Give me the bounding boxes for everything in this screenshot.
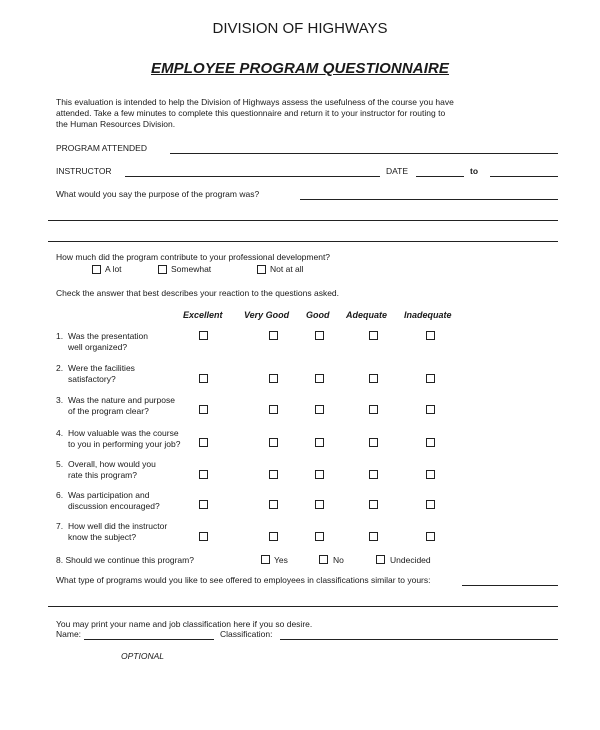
continue-no-checkbox[interactable]: [319, 555, 328, 564]
classification-label: Classification:: [220, 629, 273, 639]
q1-adequate-checkbox[interactable]: [369, 331, 378, 340]
other-programs-line-2[interactable]: [48, 606, 558, 607]
purpose-question: What would you say the purpose of the program was?: [56, 189, 260, 199]
program-attended-label: PROGRAM ATTENDED: [56, 143, 147, 153]
q5-very-good-checkbox[interactable]: [269, 470, 278, 479]
rating-question-6: 6. Was participation and discussion encouraged?: [56, 490, 160, 511]
contribution-a-lot-label: A lot: [105, 264, 122, 274]
continue-yes-label: Yes: [274, 555, 288, 565]
program-attended-line[interactable]: [170, 153, 558, 154]
continue-undecided-checkbox[interactable]: [376, 555, 385, 564]
other-programs-line-1[interactable]: [462, 585, 558, 586]
q3-very-good-checkbox[interactable]: [269, 405, 278, 414]
contribution-a-lot-checkbox[interactable]: [92, 265, 101, 274]
q7-good-checkbox[interactable]: [315, 532, 324, 541]
rating-question-1: 1. Was the presentation well organized?: [56, 331, 149, 352]
q7-very-good-checkbox[interactable]: [269, 532, 278, 541]
q1-very-good-checkbox[interactable]: [269, 331, 278, 340]
q1-inadequate-checkbox[interactable]: [426, 331, 435, 340]
q4-inadequate-checkbox[interactable]: [426, 438, 435, 447]
purpose-line-1[interactable]: [300, 199, 558, 200]
q2-inadequate-checkbox[interactable]: [426, 374, 435, 383]
other-programs-question: What type of programs would you like to see offered to employees in classifications similar to yours:: [56, 575, 431, 585]
contribution-somewhat-label: Somewhat: [171, 264, 212, 274]
q6-good-checkbox[interactable]: [315, 500, 324, 509]
continue-no-label: No: [333, 555, 344, 565]
q5-excellent-checkbox[interactable]: [199, 470, 208, 479]
classification-line[interactable]: [280, 639, 558, 640]
q4-excellent-checkbox[interactable]: [199, 438, 208, 447]
rating-question-3: 3. Was the nature and purpose of the program clear?: [56, 395, 175, 416]
q3-good-checkbox[interactable]: [315, 405, 324, 414]
name-label: Name:: [56, 629, 82, 639]
continue-yes-checkbox[interactable]: [261, 555, 270, 564]
date-to-line[interactable]: [490, 176, 558, 177]
q4-adequate-checkbox[interactable]: [369, 438, 378, 447]
continue-question: 8. Should we continue this program?: [56, 555, 194, 565]
q3-inadequate-checkbox[interactable]: [426, 405, 435, 414]
name-line[interactable]: [84, 639, 214, 640]
q1-good-checkbox[interactable]: [315, 331, 324, 340]
rating-question-2: 2. Were the facilities satisfactory?: [56, 363, 135, 384]
contribution-question: How much did the program contribute to your professional development?: [56, 252, 331, 262]
column-good: Good: [306, 310, 330, 320]
continue-undecided-label: Undecided: [390, 555, 431, 565]
column-adequate: Adequate: [346, 310, 388, 320]
rating-question-5: 5. Overall, how would you rate this program?: [56, 459, 156, 480]
rating-question-7: 7. How well did the instructor know the subject?: [56, 521, 168, 542]
q2-very-good-checkbox[interactable]: [269, 374, 278, 383]
purpose-line-3[interactable]: [48, 241, 558, 242]
q6-inadequate-checkbox[interactable]: [426, 500, 435, 509]
q5-inadequate-checkbox[interactable]: [426, 470, 435, 479]
rating-question-4: 4. How valuable was the course to you in performing your job?: [56, 428, 181, 449]
form-title: EMPLOYEE PROGRAM QUESTIONNAIRE: [150, 60, 450, 77]
contribution-not-at-all-label: Not at all: [270, 264, 304, 274]
column-excellent: Excellent: [183, 310, 223, 320]
q3-excellent-checkbox[interactable]: [199, 405, 208, 414]
q4-very-good-checkbox[interactable]: [269, 438, 278, 447]
print-note: You may print your name and job classification here if you so desire.: [56, 619, 313, 629]
column-very-good: Very Good: [244, 310, 290, 320]
q5-good-checkbox[interactable]: [315, 470, 324, 479]
date-to-label: to: [470, 166, 479, 176]
q6-adequate-checkbox[interactable]: [369, 500, 378, 509]
q5-adequate-checkbox[interactable]: [369, 470, 378, 479]
q7-excellent-checkbox[interactable]: [199, 532, 208, 541]
reaction-instruction: Check the answer that best describes your reaction to the questions asked.: [56, 288, 340, 298]
purpose-line-2[interactable]: [48, 220, 558, 221]
date-from-line[interactable]: [416, 176, 464, 177]
contribution-somewhat-checkbox[interactable]: [158, 265, 167, 274]
q6-very-good-checkbox[interactable]: [269, 500, 278, 509]
column-inadequate: Inadequate: [404, 310, 452, 320]
instructor-line[interactable]: [125, 176, 380, 177]
intro-line-1: This evaluation is intended to help the Division of Highways assess the usefulness of the course you have: [56, 97, 454, 107]
q1-excellent-checkbox[interactable]: [199, 331, 208, 340]
contribution-not-at-all-checkbox[interactable]: [257, 265, 266, 274]
q7-adequate-checkbox[interactable]: [369, 532, 378, 541]
q7-inadequate-checkbox[interactable]: [426, 532, 435, 541]
instructor-label: INSTRUCTOR: [56, 166, 112, 176]
intro-line-2: attended. Take a few minutes to complete this questionnaire and return it to your instructor for routing to: [56, 108, 446, 118]
q6-excellent-checkbox[interactable]: [199, 500, 208, 509]
q3-adequate-checkbox[interactable]: [369, 405, 378, 414]
intro-line-3: the Human Resources Division.: [56, 119, 176, 129]
date-label: DATE: [386, 166, 409, 176]
q2-good-checkbox[interactable]: [315, 374, 324, 383]
division-header: DIVISION OF HIGHWAYS: [212, 20, 388, 37]
q4-good-checkbox[interactable]: [315, 438, 324, 447]
q2-adequate-checkbox[interactable]: [369, 374, 378, 383]
optional-label: OPTIONAL: [121, 651, 164, 661]
q2-excellent-checkbox[interactable]: [199, 374, 208, 383]
